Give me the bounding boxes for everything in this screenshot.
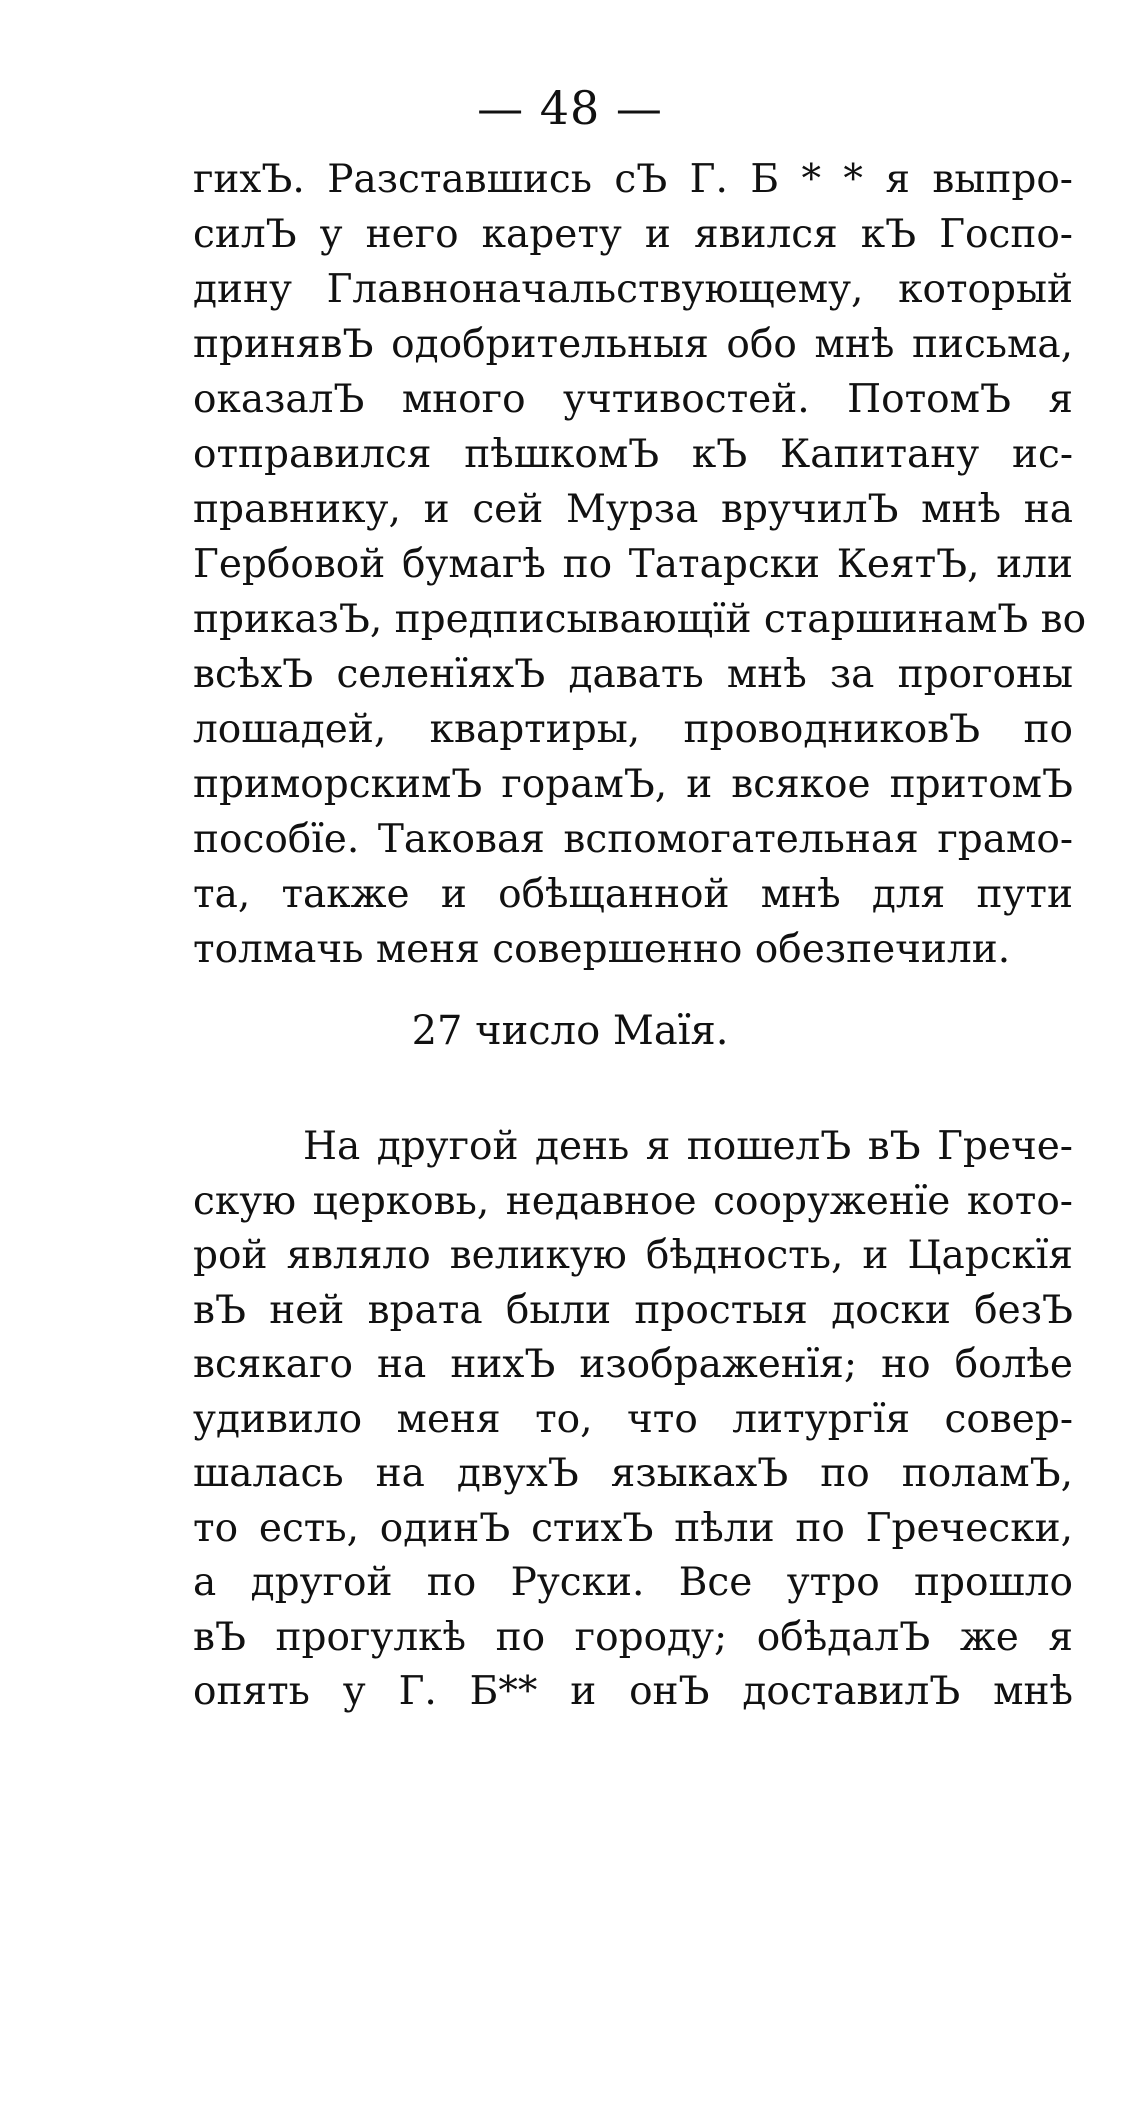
text-line: вЪ прогулкѣ по городу; обѣдалЪ же я [193,1614,1073,1660]
text-line: толмачь меня совершенно обезпечили. [193,927,1011,972]
text-line: рой являло великую бѣдность, и Царскїя [193,1233,1073,1278]
paragraph-1 [193,152,1087,977]
text-line: приказЪ, предписывающїй старшинамЪ во [193,597,1087,642]
page-number: — 48 — [477,81,663,135]
text-line: то есть, одинЪ стихЪ пѣли по Гречески, [193,1505,1073,1551]
text-line: а другой по Руски. Все утро прошло [193,1560,1073,1605]
text-line: удивило меня то, что литургїя совер- [193,1396,1073,1442]
text-line: шалась на двухЪ языкахЪ по поламЪ, [193,1451,1073,1496]
text-line: всякаго на нихЪ изображенїя; но болѣе [193,1342,1073,1387]
text-line: оказалЪ много учтивостей. ПотомЪ я [193,377,1073,422]
text-line: приморскимЪ горамЪ, и всякое притомЪ [193,762,1073,807]
section-heading: 27 число Маїя. [411,1008,729,1054]
text-line: гихЪ. Разставшись сЪ Г. Б * * я выпро- [193,157,1073,202]
text-line: вЪ ней врата были простыя доски безЪ [193,1287,1073,1333]
paragraph-2 [193,1120,1073,1720]
text-line: лошадей, квартиры, проводниковЪ по [193,707,1073,752]
text-line: дину Главноначальствующему, который [193,267,1073,312]
text-line: та, также и обѣщанной мнѣ для пути [193,872,1073,917]
text-line: опять у Г. Б** и онЪ доставилЪ мнѣ [193,1669,1073,1714]
text-line: пособїе. Таковая вспомогательная грамо- [193,817,1073,862]
text-line: скую церковь, недавное сооруженїе кото- [193,1178,1073,1224]
text-line: принявЪ одобрительныя обо мнѣ письма, [193,322,1073,367]
text-line: правнику, и сей Мурза вручилЪ мнѣ на [193,487,1073,532]
text-line: На другой день я пошелЪ вЪ Грече- [303,1124,1073,1169]
text-line: силЪ у него карету и явился кЪ Госпо- [193,212,1073,257]
text-line: Гербовой бумагѣ по Татарски КеятЪ, или [193,542,1073,587]
text-line: всѣхЪ селенїяхЪ давать мнѣ за прогоны [193,652,1073,697]
text-line: отправился пѣшкомЪ кЪ Капитану ис- [193,432,1073,477]
